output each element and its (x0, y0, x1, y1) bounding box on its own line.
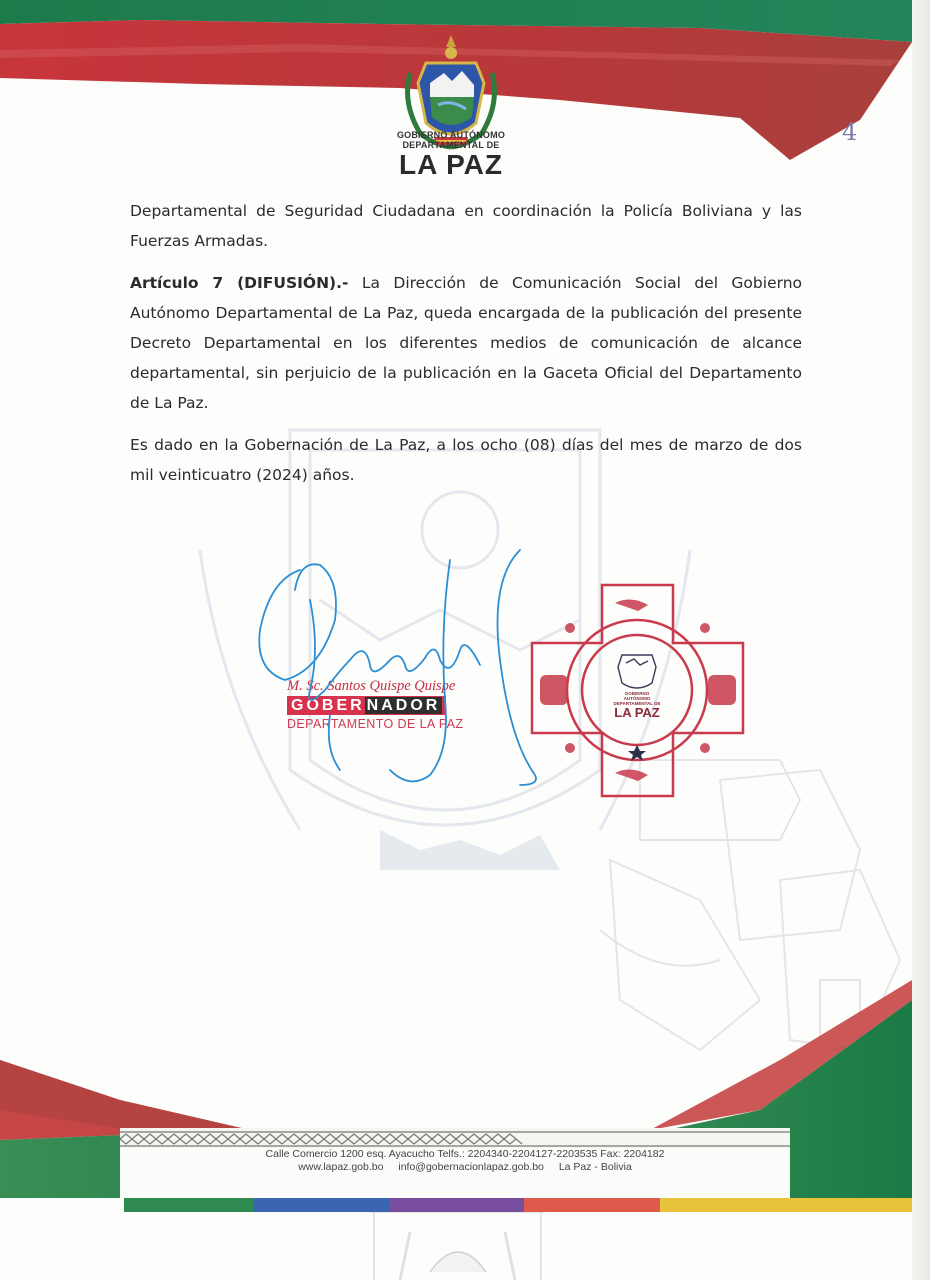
paragraph-continuation: Departamental de Seguridad Ciudadana en coordinación la Policía Boliviana y las Fuerzas Armadas. (130, 202, 802, 250)
logo-main-text: LA PAZ (399, 149, 503, 180)
document-body (130, 196, 802, 502)
article-7-title: Artículo 7 (DIFUSIÓN).- (130, 274, 349, 292)
closing-paragraph: Es dado en la Gobernación de La Paz, a los ocho (08) días del mes de marzo de dos mil veinticuatro (2024) años. (130, 436, 802, 484)
seal-main-text: LA PAZ (614, 705, 660, 720)
signatory-name: M. Sc. Santos Quispe Quispe (287, 678, 456, 694)
seal-line-1: GOBIERNO AUTÓNOMO (623, 691, 651, 701)
footer-location: La Paz - Bolivia (558, 1161, 632, 1173)
footer-website[interactable]: www.lapaz.gob.bo (298, 1161, 384, 1173)
logo-line-1: GOBIERNO AUTÓNOMO (396, 130, 506, 140)
article-7-paragraph (130, 268, 802, 418)
handwritten-signature (240, 540, 560, 800)
seal-line-2: DEPARTAMENTAL DE (613, 701, 661, 706)
signatory-department: DEPARTAMENTO DE LA PAZ (287, 717, 464, 731)
footer-email[interactable]: info@gobernacionlapaz.gob.bo (398, 1161, 544, 1173)
footer-links (230, 1161, 700, 1174)
page-edge-shadow (912, 0, 930, 1280)
title-part-1: GOBER (291, 697, 365, 714)
seal-logo-text (612, 691, 662, 720)
binder-clip (370, 1212, 545, 1280)
footer-contact (230, 1148, 700, 1174)
article-7-text: La Dirección de Comunicación Social del Gobierno Autónomo Departamental de La Paz, queda encargada de la publicación del presente Decreto Departamental en los diferentes medios de comunicación de alcance departamental, sin perjuicio de la publicación en la Gaceta Oficial del Departamento de La Paz. (130, 274, 803, 412)
header-logo-text (386, 130, 516, 180)
handwritten-page-number: 4 (842, 118, 858, 146)
title-part-2: NADOR (366, 697, 441, 714)
logo-line-2: DEPARTAMENTAL DE (402, 140, 500, 150)
footer-address: Calle Comercio 1200 esq. Ayacucho Telfs.: 2204340-2204127-2203535 Fax: 2204182 (265, 1148, 665, 1160)
